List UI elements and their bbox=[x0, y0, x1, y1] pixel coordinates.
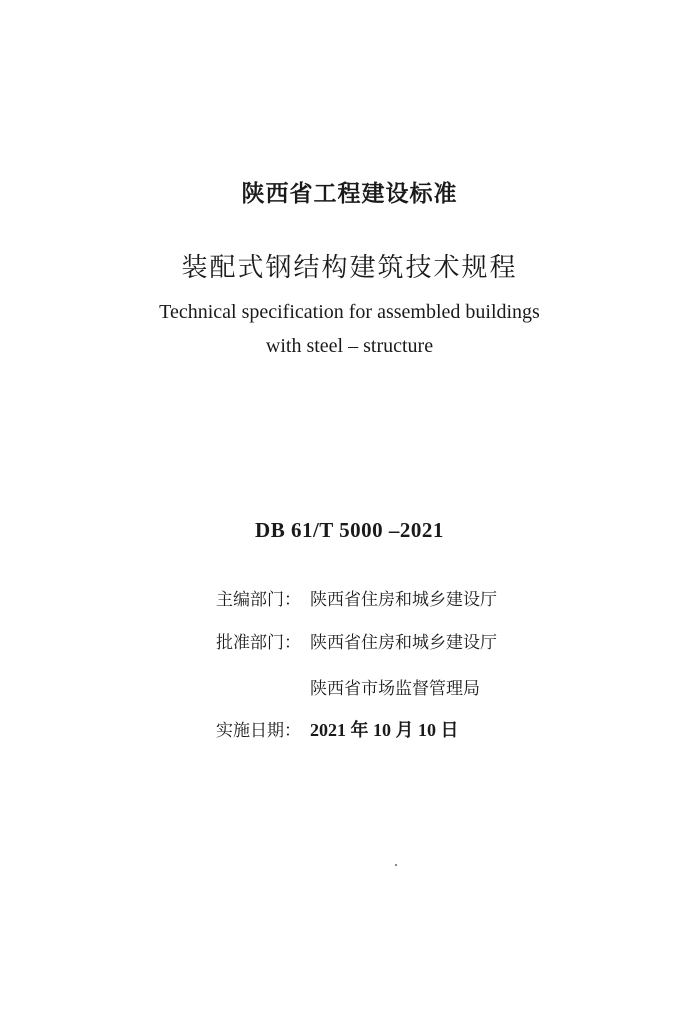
document-title-english-line-2: with steel – structure bbox=[265, 335, 434, 357]
series-title: 陕西省工程建设标准 bbox=[241, 181, 458, 207]
document-title-english-line-1: Technical specification for assembled buildings bbox=[159, 301, 540, 323]
approver-label: 批准部门： bbox=[216, 633, 301, 653]
approver-value-2: 陕西省市场监督管理局 bbox=[310, 679, 480, 699]
standard-code: DB 61/T 5000 –2021 bbox=[255, 518, 444, 542]
document-title-chinese: 装配式钢结构建筑技术规程 bbox=[181, 253, 518, 283]
editor-label: 主编部门： bbox=[216, 590, 301, 610]
scan-speck bbox=[395, 864, 397, 866]
effective-date-label: 实施日期： bbox=[216, 721, 301, 741]
editor-value: 陕西省住房和城乡建设厅 bbox=[310, 590, 497, 610]
effective-date-value: 2021 年 10 月 10 日 bbox=[310, 720, 459, 740]
approver-value-1: 陕西省住房和城乡建设厅 bbox=[310, 633, 497, 653]
